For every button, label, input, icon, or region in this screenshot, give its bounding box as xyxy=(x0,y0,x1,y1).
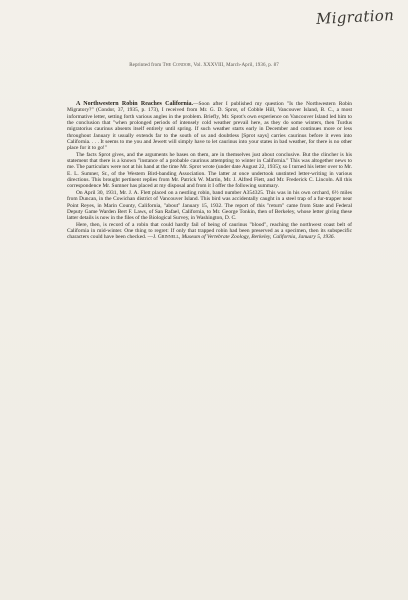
author-affiliation: , Museum of Vertebrate Zoology, Berkeley, California, January 5, 1936. xyxy=(178,234,335,241)
author-signature: —J. Grinnell xyxy=(147,234,179,241)
paragraph-3: On April 30, 1931, Mr. J. A. Flett placed on a nestling robin, band number A354325. This was in his own orchard, 6½ miles from Duncan, in the Cowichan district of Vancouver Island. This bird was accidentally caught in a steel trap of a fur-trapper near Point Reyes, in Marin County, California, "about" January 15, 1932. The report of this "return" came from State and Federal Deputy Game Warden Bert F. Laws, of San Rafael, California, to Mr. George Tonkin, then of Berkeley, whose letter giving these latter details is now in the files of the Biological Survey, in Washington, D. C. xyxy=(67,189,352,222)
article-body xyxy=(67,101,352,241)
reprint-header xyxy=(0,62,408,68)
journal-name: The Condor xyxy=(162,63,191,68)
handwritten-annotation: Migration xyxy=(315,5,395,29)
paragraph-1 xyxy=(67,101,352,152)
article-heading: A Northwestern Robin Reaches California. xyxy=(76,101,194,107)
reprint-suffix: , Vol. XXXVIII, March-April, 1936, p. 87 xyxy=(190,63,279,68)
paragraph-4-text: Here, then, is record of a robin that could hardly fail of being of caurinus "blood", reaching the northwest coast belt of California in mid-winter. One thing to regret: If only that trapped robin had been preserved as a specimen, then its subspecific characters could have been checked. xyxy=(67,221,352,241)
paragraph-1-text: —Soon after I published my question "Is the Northwestern Robin Migratory?" (Condor, 37, 1935, p. 173), I received from Mr. G. D. Sprot, of Cobble Hill, Vancouver Island, B. C., a most informative letter, setting forth various angles in the problem. Briefly, Mr. Sprot's own experience on Vancouver Island led him to the conclusion that "when prolonged periods of intensely cold weather prevail here, as they do some winters, then Turdus migratorius caurinus absents itself entirely until spring. If such weather starts early in December and continues more or less throughout January it usually extends far to the south of us and doubtless [Sprot says] carries caurinus before it even into California. . . . It seems to me you and Jewett will simply have to let caurinus into your states in bad weather, for there is no other place for it to go!" xyxy=(67,101,352,152)
paragraph-4 xyxy=(67,222,352,241)
paragraph-2: The facts Sprot gives, and the arguments he bases on them, are in themselves just about conclusive. But the clincher is his statement that there is a known "instance of a probable caurinus attempting to winter in California." This was altogether news to me. The particulars were not at his hand at the time Mr. Sprot wrote (under date August 22, 1935); so I turned his letter over to Mr. E. L. Sumner, Sr., of the Western Bird-banding Association. The latter at once undertook unstinted letter-writing in various directions. This brought pertinent replies from Mr. Patrick W. Martin, Mr. J. Alfred Flett, and Mr. Frederick C. Lincoln. All this correspondence Mr. Sumner has placed at my disposal and from it I offer the following summary. xyxy=(67,151,352,190)
reprint-prefix: Reprinted from xyxy=(129,63,163,68)
